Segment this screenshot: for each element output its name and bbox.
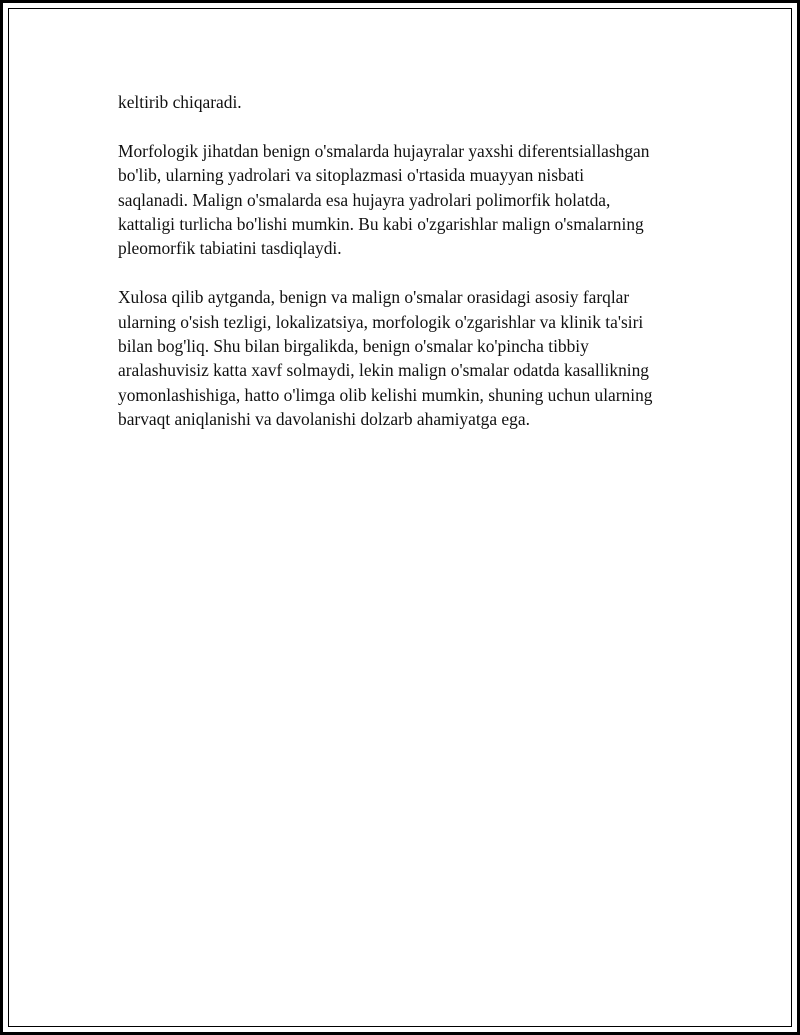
text-line: bo'lib, ularning yadrolari va sitoplazmasi o'rtasida muayyan nisbati [118, 165, 585, 186]
document-body [118, 90, 698, 456]
text-line: ularning o'sish tezligi, lokalizatsiya, morfologik o'zgarishlar va klinik ta'siri [118, 311, 644, 332]
paragraph-continuation [118, 90, 698, 114]
text-line: Morfologik jihatdan benign o'smalarda hujayralar yaxshi diferentsiallashgan [118, 140, 650, 161]
text-line: saqlanadi. Malign o'smalarda esa hujayra yadrolari polimorfik holatda, [118, 189, 611, 210]
text-line: keltirib chiqaradi. [118, 92, 242, 112]
text-line: pleomorfik tabiatini tasdiqlaydi. [118, 238, 342, 259]
text-line: kattaligi turlicha bo'lishi mumkin. Bu kabi o'zgarishlar malign o'smalarning [118, 214, 644, 235]
text-line: aralashuvisiz katta xavf solmaydi, lekin malign o'smalar odatda kasallikning [118, 360, 649, 381]
text-line: Xulosa qilib aytganda, benign va malign o'smalar orasidagi asosiy farqlar [118, 287, 630, 308]
paragraph-conclusion [118, 285, 698, 431]
text-line: bilan bog'liq. Shu bilan birgalikda, benign o'smalar ko'pincha tibbiy [118, 336, 589, 357]
text-line: yomonlashishiga, hatto o'limga olib kelishi mumkin, shuning uchun ularning [118, 384, 653, 405]
paragraph-morphology [118, 139, 698, 261]
text-line: barvaqt aniqlanishi va davolanishi dolzarb ahamiyatga ega. [118, 409, 530, 430]
